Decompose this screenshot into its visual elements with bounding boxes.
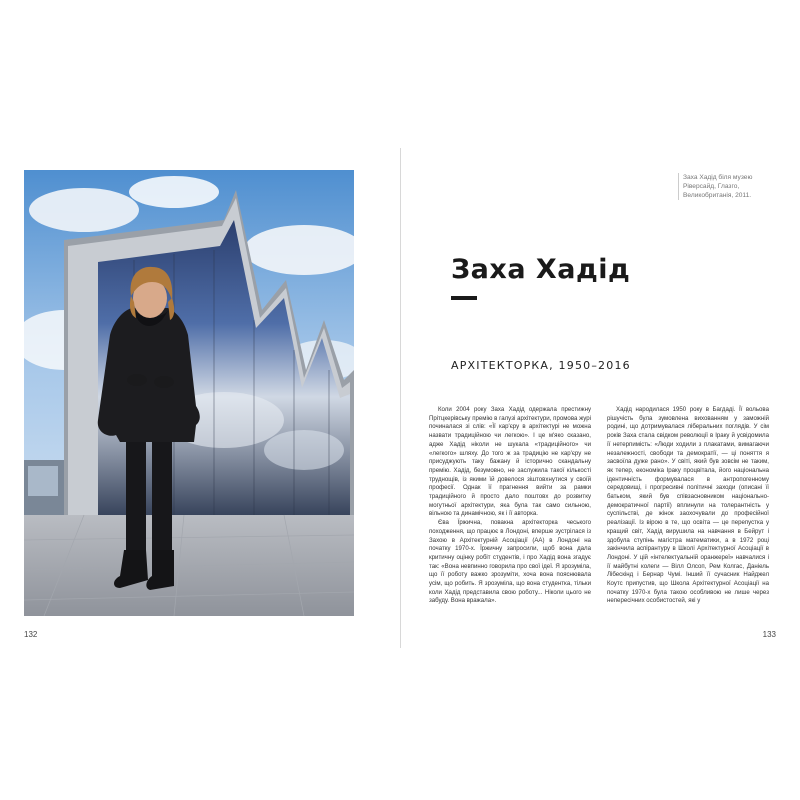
paragraph: Єва Їржична, повакна архітекторка чеського походження, що працює в Лондоні, вперше зустрілася із Захою в Архітектурній Асоціації (АА) в Лондоні на початку 1970-х. Їржичну запросили, щоб вона дала критичну оцінку робіт студентів, і про Хадід вона згадує так: «Вона невпинно говорила про свої ідеї. Я зрозуміла, що її роботу важко зрозуміти, хоча вона пояснювала усім, що робить. Я зрозуміла, що вона студентка, тільки коли Хадід представила свою роботу... Ніколи цього не забуду. Вона вражала». bbox=[429, 519, 591, 605]
paragraph: Коли 2004 року Заха Хадід одержала престижну Прітцкерівську премію в галузі архітектури, промова журі починалася зі слів: «Її кар'єру в архітектурі не можна назвати традиційною чи легкою». І це м'яко сказано, адже Хадід ніколи не шукала «традиційного» чи «легкого» шляху. До того ж за традицію не кар'єру не присуджують таку бажану й історично скандальну премію. Хадід, безумовно, не заслужила такої кількості труднощів, із якими їй довелося зіштовхнутися у своїй професії. Однак її прагнення вийти за рамки традиційного й просто дало поштовх до розвитку могутньої архітектури, яка була так само сильною, вільною та динамічною, як і її авторка. bbox=[429, 406, 591, 518]
page-number: 132 bbox=[24, 630, 38, 639]
body-column-1 bbox=[429, 406, 591, 606]
right-page bbox=[401, 148, 800, 648]
page-subtitle: АРХІТЕКТОРКА, 1950–2016 bbox=[451, 359, 631, 372]
book-spread bbox=[0, 148, 800, 648]
body-column-2 bbox=[607, 406, 769, 606]
photo-caption: Заха Хадід біля музею Ріверсайд, Глазго, Великобританія, 2011. bbox=[678, 173, 781, 200]
left-page bbox=[0, 148, 401, 648]
page-number: 133 bbox=[762, 630, 776, 639]
paragraph: Хадід народилася 1950 року в Багдаді. Її вольова рішучість була зумовлена вихованням у заможній родині, що дотримувалася ліберальних поглядів. У сім років Заха стала свідком революції в Іраку й усвідомила її нетерпимість: «Люди ходили з плакатами, вимагаючи незалежності, свободи та демократії, — ці поняття я засвоїла дуже рано». У світі, який був зовсім не таким, як тепер, економіка Іраку процвітала, його національна ідентичність формувалася в антропогенному середовищі, і прогресивні політичні заходи (описані її батьком, який був співзасновником національно-демократичної партії) вплинули на толерантність у суспільстві, де жінок заохочували до професійної реалізації. Із вірою в те, що освіта — це перепустка у кращий світ, Хадід вирушила на навчання в Бейрут і здобула ступінь магістра математики, а в 1972 році закінчила аспірантуру в Школі Архітектурної Асоціації в Лондоні. У цій «інтелектуальній оранжереї» навчалися і її майбутні колеги — Вілл Олсоп, Рем Колгас, Даніель Лібескінд і Бернар Чумі. Інший її сучасник Найджел Коутс припустив, що Школа Архітектурної Асоціації на початку 1970-х була такою особливою не лише через непересічних особистостей, які у bbox=[607, 406, 769, 605]
photo-illustration bbox=[24, 170, 354, 616]
title-underline bbox=[451, 296, 477, 300]
page-title: Заха Хадід bbox=[451, 254, 631, 285]
portrait-photo bbox=[24, 170, 354, 616]
